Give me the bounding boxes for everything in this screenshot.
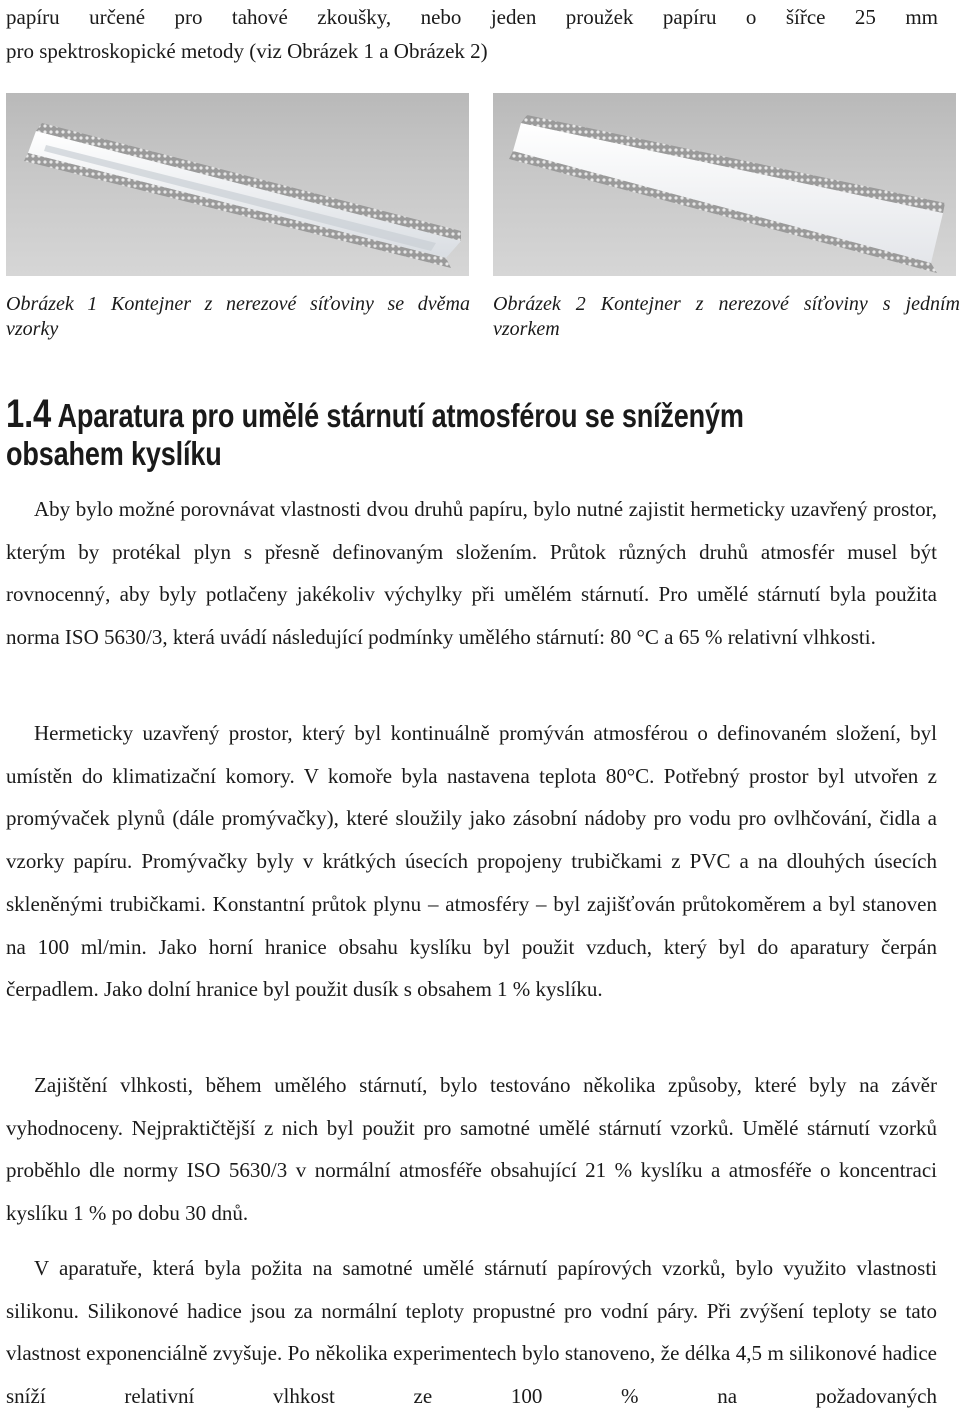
figure-1-caption-line-1: Obrázek 1 Kontejner z nerezové síťoviny se dvěma	[6, 293, 470, 315]
figure-2-caption	[493, 292, 960, 342]
figure-1-caption-line-2: vzorky	[6, 318, 59, 340]
intro-text	[6, 0, 938, 68]
section-title: Aparatura pro umělé stárnutí atmosférou se sníženým obsahem kyslíku	[6, 397, 744, 472]
paragraph-3: Zajištění vlhkosti, během umělého stárnutí, bylo testováno několika způsoby, které byly na závěr vyhodnoceny. Nejpraktičtější z nich byl použit pro samotné umělé stárnutí vzorků. Umělé stárnutí vzorků proběhlo dle normy ISO 5630/3 v normální atmosféře obsahující 21 % kyslíku a atmosféře o koncentraci kyslíku 1 % po dobu 30 dnů.	[6, 1073, 937, 1226]
figure-2-caption-line-1: Obrázek 2 Kontejner z nerezové síťoviny s jedním	[493, 293, 960, 315]
figure-1-caption	[6, 292, 470, 342]
figure-1-photo	[6, 93, 469, 276]
paragraph-1: Aby bylo možné porovnávat vlastnosti dvou druhů papíru, bylo nutné zajistit hermeticky uzavřený prostor, kterým by protékal plyn s přesně definovaným složením. Průtok různých druhů atmosfér musel být rovnocenný, aby byly potlačeny jakékoliv výchylky při umělém stárnutí. Pro umělé stárnutí byla použita norma ISO 5630/3, která uvádí následující podmínky umělého stárnutí: 80 °C a 65 % relativní vlhkosti.	[6, 497, 937, 650]
intro-line-1: papíru určené pro tahové zkoušky, nebo jeden proužek papíru o šířce 25 mm	[6, 5, 938, 29]
paragraph-2: Hermeticky uzavřený prostor, který byl kontinuálně promýván atmosférou o definovaném složení, byl umístěn do klimatizační komory. V komoře byla nastavena teplota 80°C. Potřebný prostor byl utvořen z promývaček plynů (dále promývačky), které sloužily jako zásobní nádoby pro vodu pro ovlhčování, čidla a vzorky papíru. Promývačky byly v krátkých úsecích propojeny trubičkami z PVC a na dlouhých úsecích skleněnými trubičkami. Konstantní průtok plynu – atmosféry – byl zajišťován průtokoměrem a byl stanoven na 100 ml/min. Jako horní hranice obsahu kyslíku byl použit vzduch, který byl do aparatury čerpán čerpadlem. Jako dolní hranice byl použit dusík s obsahem 1 % kyslíku.	[6, 721, 937, 1002]
figure-2-photo	[493, 93, 956, 276]
intro-line-2: pro spektroskopické metody (viz Obrázek 1 a Obrázek 2)	[6, 39, 488, 63]
paragraph-4: V aparatuře, která byla požita na samotné umělé stárnutí papírových vzorků, bylo využito vlastnosti silikonu. Silikonové hadice jsou za normální teploty propustné pro vodní páry. Při zvýšení teploty se tato vlastnost exponenciálně zvyšuje. Po několika experimentech bylo stanoveno, že délka 4,5 m silikonové hadice sníží relativní vlhkost ze 100 % na požadovaných	[6, 1256, 937, 1409]
section-number: 1.4	[6, 392, 52, 436]
figure-2-caption-line-2: vzorkem	[493, 318, 560, 340]
section-heading	[6, 392, 744, 473]
